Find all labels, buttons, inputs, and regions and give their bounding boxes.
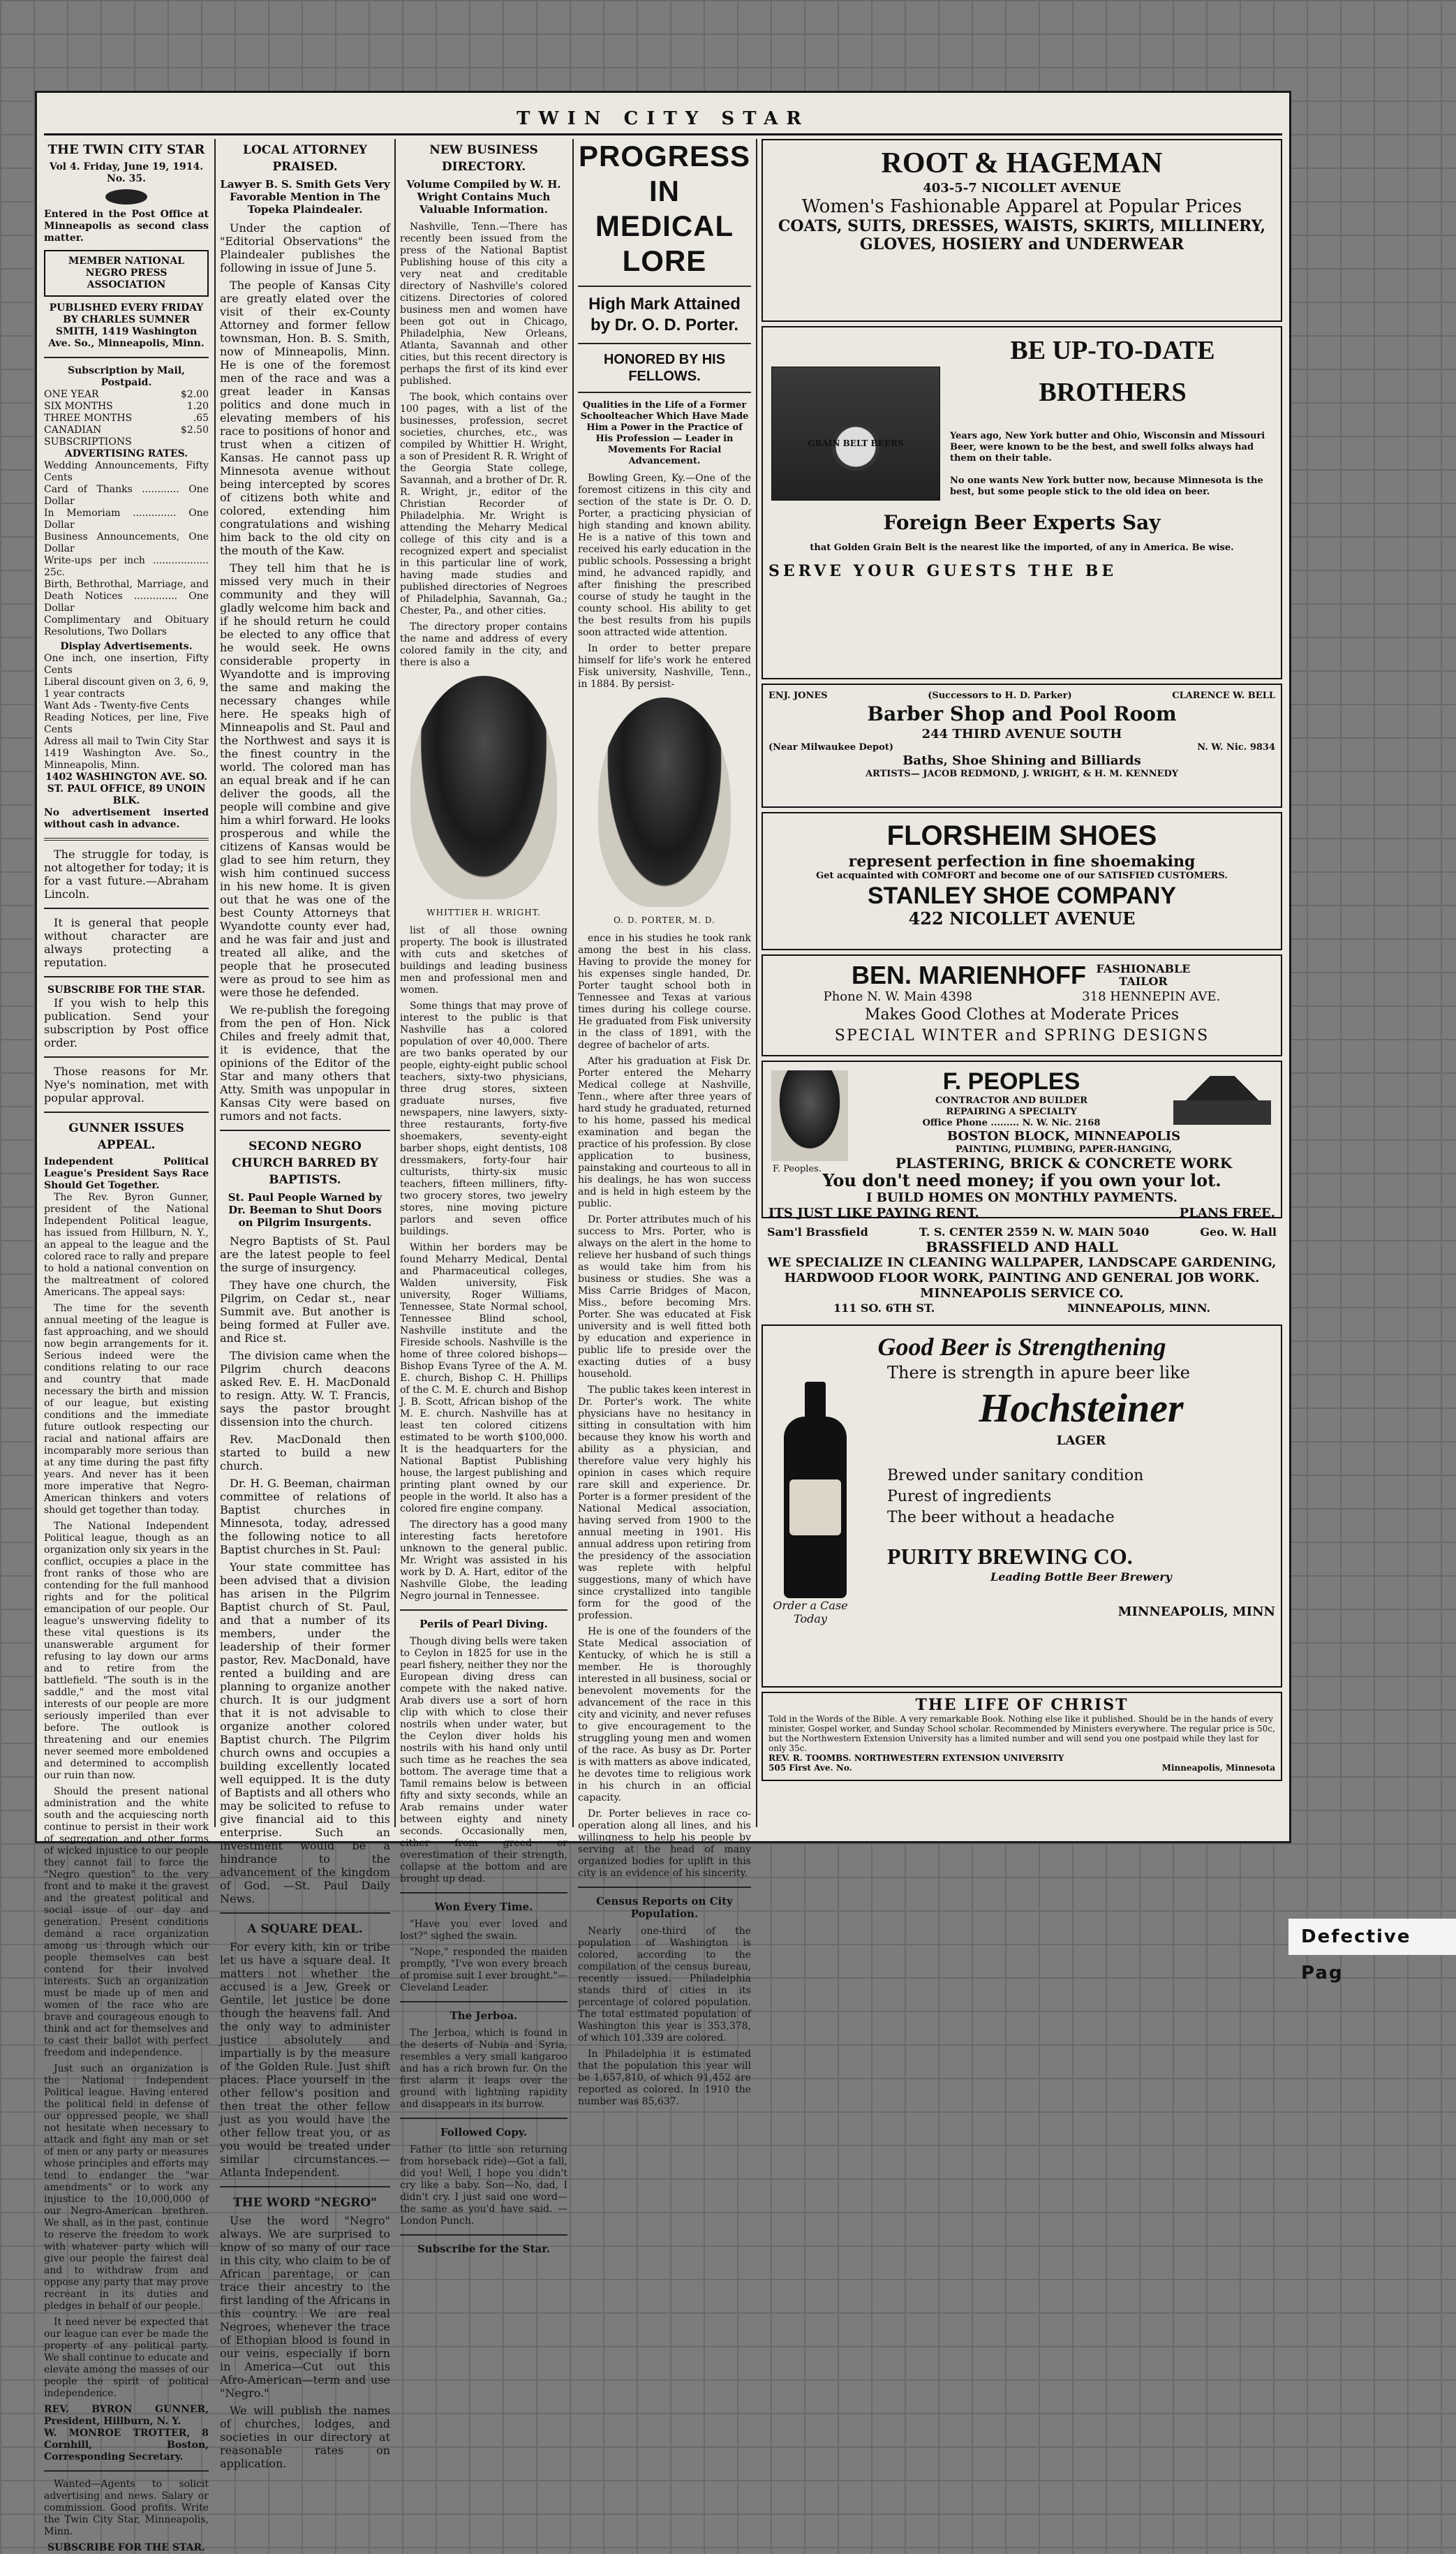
- barber-successors: (Successors to H. D. Parker): [928, 691, 1072, 701]
- brassfield-phones: T. S. CENTER 2559 N. W. MAIN 5040: [919, 1225, 1150, 1239]
- paragraph: The Jerboa, which is found in the deserts of Nubia and Syria, resembles a very small kangaroo and has a rich brown fur. On the first alarm it leaps over the ground with lightning rapidity and disappears in its burrow.: [400, 2028, 567, 2110]
- purity-order: Order a Case Today: [773, 1599, 848, 1625]
- paragraph: Should the present national administration and the white south and the acquiescing north continue to persist in their work of segregation and other forms of wicked injustice to our people they cannot fail to force the "Negro question" to the very front and to make it the gravest and the greatest political and social issue of our day and generation. Present conditions demand a race organization among us through which our people themselves can best contend for their involved interests. Such an organization must be made up of men and women of the race who are brave and courageous enough to think and act for themselves and to cast their ballot with perfect freedom and independence.: [44, 1786, 209, 2058]
- purity-head: Good Beer is Strengthening: [877, 1333, 1166, 1361]
- hochsteiner-brand: Hochsteiner: [979, 1385, 1184, 1431]
- copy-headline: Followed Copy.: [440, 2126, 528, 2139]
- nye-note: Those reasons for Mr. Nye's nomination, met with popular approval.: [44, 1065, 209, 1105]
- rate-line: Write-ups per inch .................. 25c.: [44, 555, 209, 578]
- barber-artists: ARTISTS— JACOB REDMOND, J. WRIGHT, & H. M. KENNEDY: [865, 769, 1179, 779]
- ad-marienhoff: [762, 954, 1282, 1056]
- paragraph: Some things that may prove of interest to the public is that Nashville has a colored population of over 40,000. There are two banks operated by our people, eighty-eight public school teachers, sixty-two physicians, three drug stores, sixteen graduate nurses, five newspapers, nine lawyers, sixty-three restaurants, forty-five shoemakers, seventy-eight barber shops, eight dentists, 108 dressmakers, forty-four hair culturists, thirty-six music teachers, fifteen milliners, fifty-two grocery stores, two jewelry stores, nine moving picture parlors and seven office buildings.: [400, 1001, 567, 1237]
- barber-name: Barber Shop and Pool Room: [867, 702, 1177, 725]
- paragraph: In order to better prepare himself for life's work he entered Fisk university, Nashville, Tenn., in 1884. By persist-: [578, 643, 751, 690]
- brassfield-line1: WE SPECIALIZE IN CLEANING WALLPAPER, LANDSCAPE GARDENING, HARDWOOD FLOOR WORK, PAINTING AND GENERAL JOB WORK.: [767, 1255, 1277, 1285]
- column-medical: [578, 139, 751, 2107]
- rate-label: SIX MONTHS: [44, 401, 113, 412]
- portrait-whittier-wright: [410, 676, 557, 899]
- paragraph: Negro Baptists of St. Paul are the latest people to feel the surge of insurgency.: [220, 1234, 390, 1274]
- honored-headline: HONORED BY HIS FELLOWS.: [603, 352, 726, 384]
- directory-headline: NEW BUSINESS DIRECTORY.: [429, 143, 538, 174]
- paragraph: Within her borders may be found Meharry Medical, Dental and Pharmaceutical colleges, Walden university, Fisk university, Roger Williams, Tennessee, State Normal school, Tennessee Blind school, Nashville institute and the Fireside schools. Nashville is the home of three colored bishops—Bishop Evans Tyree of the A. M. E. church, Bishop C. H. Phillips of the C. M. E. church and Bishop J. B. Scott, African bishop of the M. E. church. Nashville has at least ten colored citizens estimated to be worth $100,000. It is the headquarters for the National Baptist Publishing house, the largest publishing and printing plant owned by our people in the world. It also has a colored fire engine company.: [400, 1242, 567, 1514]
- paragraph: ence in his studies he took rank among the best in his class. Having to provide the money for his expenses single handed, Dr. Porter taught school both in Tennessee and Texas at various times during his college course. He graduated from Fisk university in the class of 1891, with the degree of bachelor of arts.: [578, 933, 751, 1051]
- beer-text3: that Golden Grain Belt is the nearest like the imported, of any in America. Be wise.: [810, 542, 1234, 553]
- paragraph: We will publish the names of churches, lodges, and societies in our directory at reasonable rates on application.: [220, 2404, 390, 2470]
- grain-belt-board-icon: [771, 367, 940, 501]
- rate-line: Business Announcements, One Dollar: [44, 531, 209, 554]
- christ-head: THE LIFE OF CHRIST: [915, 1696, 1129, 1714]
- brassfield-name: BRASSFIELD AND HALL: [926, 1239, 1118, 1255]
- column-directory: [400, 139, 567, 2255]
- square-deal-article: [220, 1940, 390, 2179]
- rate-row: [44, 389, 209, 401]
- purity-slogan: Leading Bottle Beer Brewery: [990, 1570, 1172, 1584]
- wanted-notice: Wanted—Agents to solicit advertising and news. Salary or commission. Good profits. Write the Twin City Star, Minneapolis, Minn.: [44, 2479, 209, 2537]
- paragraph: The National Independent Political league, though as an organization only six years in the conflict, occupies a place in the front ranks of those who are contending for the full manhood rights and for the political emancipation of our people. Our league's unswerving fidelity to these vital questions is its unanswerable argument for refusing to lay down our arms and to retire from the battlefield. "The south is in the saddle," and the most vital interests of our people are more seriously imperiled than ever before. The outlook is threatening and our enemies never seemed more emboldened and determined to accomplish our ruin than now.: [44, 1521, 209, 1781]
- beer-head2: BROTHERS: [1039, 378, 1187, 407]
- paragraph: The directory has a good many interesting facts heretofore unknown to the general public. Mr. Wright was assisted in his work by D. A. Hart, editor of the Nashville Globe, the leading Negro journal in Tennessee.: [400, 1519, 567, 1602]
- advertising-rates: [44, 460, 209, 638]
- florsheim-name: FLORSHEIM SHOES: [886, 820, 1157, 851]
- directory-article: [400, 221, 567, 669]
- peoples-phone: Office Phone ......... N. W. Nic. 2168: [922, 1118, 1101, 1128]
- paragraph: He is one of the founders of the State Medical association of Kentucky, of which he is still a member. He is thoroughly interested in all business, social or benevolent movements for the advancement of the race in this city and vicinity, and never refuses to give encouragement to the struggling young men and women of the race. As busy as Dr. Porter is with matters as above indicated, he devotes time to religious work in his church in an official capacity.: [578, 1626, 751, 1803]
- member-box: MEMBER NATIONAL NEGRO PRESS ASSOCIATION: [44, 250, 209, 297]
- church-subhead: St. Paul People Warned by Dr. Beeman to Shut Doors on Pilgrim Insurgents.: [228, 1191, 382, 1229]
- rate-row: [44, 413, 209, 425]
- rate-line: Wedding Announcements, Fifty Cents: [44, 460, 209, 483]
- christ-city: Minneapolis, Minnesota: [1161, 1763, 1275, 1773]
- attorney-article: [220, 221, 390, 1123]
- portrait-caption: WHITTIER H. WRIGHT.: [426, 908, 541, 917]
- column-rule: [214, 139, 216, 1827]
- florsheim-line2: Get acquainted with COMFORT and become one of our SATISFIED CUSTOMERS.: [816, 871, 1228, 881]
- beer-head1: BE UP-TO-DATE: [1010, 336, 1215, 365]
- ad-florsheim: [762, 812, 1282, 950]
- rate-line: Reading Notices, per line, Five Cents: [44, 712, 209, 735]
- paragraph: It need never be expected that our league can ever be made the property of any political party. We shall continue to educate and elevate among the masses of our people the spirit of political independence.: [44, 2317, 209, 2399]
- peoples-portrait: [771, 1070, 848, 1161]
- ad-barber-shop: [762, 684, 1282, 808]
- florsheim-line1: represent perfection in fine shoemaking: [848, 852, 1196, 871]
- copy-article: [400, 2144, 567, 2227]
- purity-q1: Brewed under sanitary condition: [887, 1467, 1144, 1484]
- word-negro-headline: THE WORD "NEGRO": [233, 2196, 377, 2210]
- rate-line: Want Ads - Twenty-five Cents: [44, 700, 189, 711]
- reputation-note: It is general that people without character are always protecting a reputation.: [44, 916, 209, 969]
- stanley-address: 422 NICOLLET AVENUE: [908, 908, 1136, 929]
- defective-page-tag: Defective Pag: [1288, 1919, 1456, 1955]
- marienhoff-address: 318 HENNEPIN AVE.: [1082, 989, 1221, 1004]
- porter-headline: High Mark Attained by Dr. O. D. Porter.: [588, 295, 741, 334]
- paragraph: The Rev. Byron Gunner, president of the National Independent Political league, has issued from Hillburn, N. Y., an appeal to the league and the colored race to rally and prepare to hold a national convention on the maltreatment of colored Americans. The appeal says:: [44, 1192, 209, 1298]
- census-headline: Census Reports on City Population.: [596, 1895, 733, 1920]
- barber-phone: N. W. Nic. 9834: [1197, 742, 1275, 753]
- rate-value: 1.20: [186, 401, 209, 412]
- portrait-porter: [598, 697, 731, 907]
- peoples-monthly: I BUILD HOMES ON MONTHLY PAYMENTS.: [866, 1190, 1178, 1205]
- subscribe-notice: SUBSCRIBE FOR THE STAR.: [47, 984, 205, 996]
- display-heading: Display Advertisements.: [60, 641, 193, 652]
- paragraph: The time for the seventh annual meeting of the league is fast approaching, and we should now begin arrangements for it. Serious indeed were the conditions relating to our race and country that made necessary the birth and mission of our league, but existing conditions and the immediate future outlook respecting our racial and national affairs are incomparably more serious than at any time during the past fifty years. And never has it been more imperative that Negro-American thinkers and voters should get together than today.: [44, 1303, 209, 1516]
- advertising-heading: ADVERTISING RATES.: [64, 448, 188, 459]
- paragraph: Rev. MacDonald then started to build a new church.: [220, 1433, 390, 1472]
- paragraph: "Nope," responded the maiden promptly, "I've won every breach of promise suit I ever brought."—Cleveland Leader.: [400, 1947, 567, 1993]
- publisher-info: PUBLISHED EVERY FRIDAY BY CHARLES SUMNER SMITH, 1419 Washington Ave. So., Minneapolis, Minn.: [48, 302, 205, 349]
- subscribe-notice-2: SUBSCRIBE FOR THE STAR.: [47, 2542, 205, 2553]
- peoples-block: BOSTON BLOCK, MINNEAPOLIS: [946, 1129, 1181, 1144]
- rate-value: .65: [193, 413, 209, 424]
- paragraph: The people of Kansas City are greatly elated over the visit of their ex-County Attorney and former fellow townsman, Hon. B. S. Smith, now of Minneapolis, Minn. He is one of the foremost men of the race and was a great leader in Kansas politics and done much in elevating members of his race to positions of honor and trust when a citizen of Kansas. He cannot pass up Minnesota avenue without being intercepted by scores of citizens both white and colored, extending him congratulations and wishing him back to the old city on the mouth of the Kaw.: [220, 279, 390, 557]
- square-deal-headline: A SQUARE DEAL.: [247, 1922, 363, 1936]
- barber-owner1: ENJ. JONES: [768, 691, 828, 701]
- rate-line: In Memoriam .............. One Dollar: [44, 508, 209, 531]
- paragraph: Nearly one-third of the population of Washington is colored, according to the compilation of the census bureau, recently issued. Philadelphia stands third of cities in its percentage of colored population. The total estimated population of Washington this year is 353,378, of which 101,339 are colored.: [578, 1926, 751, 2044]
- jerboa-article: [400, 2028, 567, 2111]
- subscription-rates: [44, 389, 209, 448]
- cash-notice: No advertisement inserted without cash in advance.: [44, 807, 209, 830]
- census-article: [578, 1926, 751, 2108]
- column-rule: [394, 139, 396, 1827]
- paragraph: For every kith, kin or tribe let us have a square deal. It matters not whether the accused is a Jew, Greek or Gentile, let justice be done though the heavens fall. And the only way to administer justice absolutely and impartially is by the measure of the Golden Rule. Just shift places. Place yourself in the other fellow's position and then treat the other fellow just as you would have the other fellow treat you, or as you would be treated under similar circumstances.—Atlanta Independent.: [220, 1940, 390, 2179]
- paragraph: We re-publish the foregoing from the pen of Hon. Nick Chiles and freely admit that, it is evidence, that the opinions of the Editor of the Star and many others that Atty. Smith was unpopular in Kansas City were based on rumors and not facts.: [220, 1003, 390, 1123]
- paragraph: Bowling Green, Ky.—One of the foremost citizens in this city and section of the state is Dr. O. D. Porter, a practicing physician of high standing and known ability. He is a native of this town and received his early education in the public schools. Possessing a bright mind, he advanced rapidly, and after finishing the prescribed course of study he taught in the county school. His ability to get the best results from his pupils soon attracted wide attention.: [578, 473, 751, 638]
- porter-subhead: Qualities in the Life of a Former Schoolteacher Which Have Made Him a Power in the Practice of His Profession — Leader in Movements For Racial Advancement.: [580, 400, 749, 466]
- porter-article-cont: [578, 933, 751, 1880]
- root-address: 403-5-7 NICOLLET AVENUE: [923, 181, 1121, 195]
- barber-near: (Near Milwaukee Depot): [768, 742, 893, 753]
- pearl-headline: Perils of Pearl Diving.: [419, 1618, 548, 1630]
- purity-type: LAGER: [1056, 1433, 1106, 1448]
- peoples-role: CONTRACTOR AND BUILDER: [935, 1095, 1088, 1106]
- rate-value: $2.50: [180, 425, 209, 436]
- won-headline: Won Every Time.: [434, 1900, 533, 1913]
- rate-line: Birth, Bethrothal, Marriage, and Death Notices .............. One Dollar: [44, 579, 209, 614]
- ad-peoples-contractor: [762, 1061, 1282, 1218]
- beer-tail: SERVE YOUR GUESTS THE BE: [768, 562, 1117, 580]
- office-address: 1402 WASHINGTON AVE. SO.: [45, 772, 207, 783]
- dateline: Vol 4. Friday, June 19, 1914. No. 35.: [49, 161, 204, 184]
- st-paul-office: ST. PAUL OFFICE, 89 UNOIN BLK.: [47, 783, 206, 806]
- purity-company: PURITY BREWING CO.: [887, 1544, 1133, 1569]
- rate-row: [44, 425, 209, 448]
- paragraph: After his graduation at Fisk Dr. Porter entered the Meharry Medical college at Nashville, Tenn., where after three years of hard study he graduated, returned to his home, passed his medical examination and began the practice of his profession. By close application to business, painstaking and courteous to all in his dealings, he has won success and is held in high esteem by the public.: [578, 1056, 751, 1209]
- ad-purity-brewing: [762, 1324, 1282, 1688]
- column-rule: [756, 139, 757, 1827]
- display-rates: [44, 653, 209, 772]
- ad-brassfield-hall: [762, 1223, 1282, 1324]
- help-note: If you wish to help this publication. Send your subscription by Post office order.: [44, 996, 209, 1049]
- paragraph: In Philadelphia it is estimated that the population this year will be 1,657,810, of which 91,452 are reported as colored. In 1910 the number was 85,637.: [578, 2049, 751, 2107]
- subscription-heading: Subscription by Mail, Postpaid.: [67, 365, 186, 388]
- porter-caption: O. D. PORTER, M. D.: [614, 915, 715, 925]
- medical-headline: PROGRESS IN MEDICAL LORE: [578, 140, 751, 277]
- rate-label: THREE MONTHS: [44, 413, 133, 424]
- church-article: [220, 1234, 390, 1905]
- peoples-name: F. PEOPLES: [942, 1068, 1080, 1095]
- peoples-rent: ITS JUST LIKE PAYING RENT.: [768, 1206, 979, 1220]
- attorney-headline: LOCAL ATTORNEY PRAISED.: [243, 143, 367, 174]
- gunner-subhead: Independent Political League's President Says Race Should Get Together.: [44, 1156, 209, 1191]
- marienhoff-phone: Phone N. W. Main 4398: [823, 989, 972, 1004]
- pearl-article: [400, 1636, 567, 1885]
- paragraph: Dr. Porter attributes much of his success to Mrs. Porter, who is always on the alert in the home to relieve her husband of such things as would take him from his business or studies. She was a Miss Carrie Bridges of Macon, Miss., before becoming Mrs. Porter. She was educated at Fisk university and is well fitted both by education and experience in public life to preside over the exacting duties of a busy household.: [578, 1214, 751, 1380]
- beer-bottle-icon: [784, 1417, 847, 1598]
- peoples-painting: PAINTING, PLUMBING, PAPER-HANGING,: [955, 1144, 1173, 1155]
- marienhoff-name: BEN. MARIENHOFF: [852, 961, 1086, 989]
- masthead: TWIN CITY STAR: [517, 108, 810, 129]
- paragraph: "Have you ever loved and lost?" sighed the swain.: [400, 1919, 567, 1942]
- lincoln-quote: The struggle for today, is not altogether for today; it is for a vast future.—Abraham Lincoln.: [44, 848, 209, 901]
- porter-article: [578, 473, 751, 691]
- column-local-news: [220, 139, 390, 2470]
- paragraph: The public takes keen interest in Dr. Porter's work. The white physicians have no hesitancy in sitting in consultation with him because they know his worth and ability as a physician, and therefore value very highly his opinion in cases which require rare skill and experience. Dr. Porter is a former president of the National Medical association, having served from 1900 to the annual meeting in 1901. His annual address upon retiring from the presidency of the association was replete with helpful suggestions, many of which have since crystallized into tangible form for the good of the profession.: [578, 1385, 751, 1621]
- brassfield-right: Geo. W. Hall: [1200, 1225, 1277, 1239]
- paragraph: Use the word "Negro" always. We are surprised to know of so many of our race in this city, who claim to be of African parentage, or can trace their ancestry to the first landing of the Africans in this country. We are real Negroes, whenever the trace of Ethopian blood is found in our veins, especially if born in America—Cut out this Afro-American—term and use "Negro.": [220, 2214, 390, 2400]
- paragraph: Under the caption of "Editorial Observations" the Plaindealer publishes the following in issue of June 5.: [220, 221, 390, 274]
- rate-line: Card of Thanks ............ One Dollar: [44, 484, 209, 507]
- root-line1: Women's Fashionable Apparel at Popular Prices: [801, 196, 1242, 217]
- rate-value: $2.00: [180, 389, 209, 400]
- peoples-plaster: PLASTERING, BRICK & CONCRETE WORK: [895, 1155, 1233, 1172]
- paragraph: The directory proper contains the name and address of every colored family in the city, and there is also a: [400, 621, 567, 668]
- column-rule: [572, 139, 574, 1827]
- won-article: [400, 1919, 567, 1994]
- rate-line: One inch, one insertion, Fifty Cents: [44, 653, 209, 676]
- gunner-headline: GUNNER ISSUES APPEAL.: [68, 1121, 184, 1152]
- ad-root-hageman: [762, 139, 1282, 322]
- jerboa-headline: The Jerboa.: [450, 2009, 518, 2022]
- paragraph: Nashville, Tenn.—There has recently been issued from the press of the National Baptist Publishing house of this city a very neat and creditable directory of Nashville's colored citizens. Directories of colored business men and women have been got out in Chicago, Philadelphia, New Orleans, Atlanta, Savannah and other cities, but this recent directory is perhaps the first of its kind ever published.: [400, 221, 567, 387]
- marienhoff-role: FASHIONABLE TAILOR: [1096, 962, 1191, 988]
- purity-city: MINNEAPOLIS, MINN: [1117, 1604, 1275, 1619]
- purity-q3: The beer without a headache: [887, 1509, 1115, 1526]
- paragraph: They have one church, the Pilgrim, on Cedar st., near Summit ave. But another is being formed at Fuller ave. and Rice st.: [220, 1278, 390, 1345]
- root-line2: COATS, SUITS, DRESSES, WAISTS, SKIRTS, MILLINERY, GLOVES, HOSIERY and UNDERWEAR: [778, 217, 1266, 253]
- column-masthead-info: [44, 139, 209, 2553]
- brassfield-left: Sam'l Brassfield: [767, 1225, 868, 1239]
- paragraph: They tell him that he is missed very much in their community and they will gladly welcome him back and if he should return he could be elected to any office that he would seek. He owns considerable property in Wyandotte and is improving the same and making the necessary changes while here. He speaks high of Minneapolis and St. Paul and the Northwest and says it is the finest country in the world. The colored man has an equal break and if he can deliver the goods, all the people will combine and give him a whirl forward. He looks prosperous and while the citizens of Kansas would be glad to see him return, they wish him continued success in his new home. It is given out that he was one of the best County Attorneys that Wyandotte county ever had, and he was fair and just and treated all alike, and the people that he prosecuted were as proud to see him as were those he defended.: [220, 561, 390, 999]
- peoples-money: You don't need money; if you own your lot.: [822, 1170, 1221, 1190]
- rate-label: CANADIAN SUBSCRIPTIONS: [44, 425, 132, 448]
- paragraph: Just such an organization is the National Independent Political league. Having entered the political field in defense of our oppressed people, we shall not hesitate when necessary to attack and fight any man or set of men or any party or measures whose principles and efforts may tend to endanger the "war amendments" or to work any injustice to the 10,000,000 of our Negro-American brethren. We shall, as in the past, continue to reserve the freedom to work with whatever party which will give our people the fairest deal and to withdraw from and oppose any party that may prove recreant in its duties and pledges in behalf of our people.: [44, 2063, 209, 2312]
- root-name: ROOT & HAGEMAN: [881, 147, 1163, 179]
- paragraph: The book, which contains over 100 pages, with a list of the businesses, profession, secret societies, churches, etc., was compiled by Whittier H. Wright, a son of President R. R. Wright of the Georgia State college, Savannah, and a brother of Dr. R. R. Wright, jr., editor of the Christian Recorder of Philadelphia. Mr. Wright is attending the Meharry Medical college of this city and is a recognized expert and specialist in this particular line of work, having made studies and published directories of Negroes of Philadelphia, Savannah, Ga.; Chester, Pa., and other cities.: [400, 392, 567, 617]
- paragraph: list of all those owning property. The book is illustrated with cuts and sketches of buildings and leading business men and professional men and women.: [400, 925, 567, 996]
- marienhoff-line1: Makes Good Clothes at Moderate Prices: [864, 1006, 1180, 1024]
- directory-article-cont: [400, 925, 567, 1602]
- peoples-repair: REPAIRING A SPECIALTY: [946, 1107, 1077, 1117]
- signer-gunner: REV. BYRON GUNNER, President, Hillburn, N. Y.: [44, 2404, 209, 2427]
- christ-sign: REV. R. TOOMBS. NORTHWESTERN EXTENSION UNIVERSITY: [768, 1753, 1064, 1763]
- brassfield-company: MINNEAPOLIS SERVICE CO.: [920, 1286, 1124, 1301]
- newspaper-page: [35, 91, 1291, 2553]
- subscribe-star: Subscribe for the Star.: [417, 2243, 551, 2255]
- column-advertisements: [762, 139, 1282, 1827]
- brassfield-city: MINNEAPOLIS, MINN.: [1067, 1301, 1211, 1315]
- attorney-subhead: Lawyer B. S. Smith Gets Very Favorable Mention in The Topeka Plaindealer.: [220, 178, 390, 216]
- beer-head3: Foreign Beer Experts Say: [883, 511, 1161, 534]
- press-emblem-icon: [105, 189, 147, 205]
- barber-address: 244 THIRD AVENUE SOUTH: [921, 727, 1122, 741]
- paragraph: Dr. H. G. Beeman, chairman committee of relations of Baptist churches in Minnesota, today, adressed the following notice to all Baptist churches in St. Paul:: [220, 1477, 390, 1556]
- barber-owner2: CLARENCE W. BELL: [1172, 691, 1275, 701]
- rate-row: [44, 401, 209, 413]
- purity-q2: Purest of ingredients: [887, 1488, 1052, 1505]
- peoples-caption: F. Peoples.: [773, 1164, 822, 1174]
- paragraph: Father (to little son returning from horseback ride)—Got a fall, did you! Well, I hope you didn't cry like a baby. Son—No, dad, I didn't cry. I just said one word—the same as you'd have said. —London Punch.: [400, 2144, 567, 2227]
- purity-line1: There is strength in apure beer like: [887, 1363, 1190, 1382]
- ad-life-of-christ: [762, 1692, 1282, 1781]
- directory-subhead: Volume Compiled by W. H. Wright Contains Much Valuable Information.: [406, 178, 561, 216]
- paragraph: Though diving bells were taken to Ceylon in 1825 for use in the pearl fishery, neither they nor the European diving dress can compete with the naked native. Arab divers use a sort of horn clip with which to close their nostrils when under water, but the Ceylon diver holds his nostrils with his hand only until such time as he reaches the sea bottom. The average time that a Tamil remains below is between fifty and sixty seconds, while an Arab remains under water between eighty and ninety seconds. Occasionally men, either from greed or overestimation of their strength, collapse at the bottom and are brought up dead.: [400, 1636, 567, 1884]
- rate-line: Liberal discount given on 3, 6, 9, 1 year contracts: [44, 677, 209, 700]
- christ-addr: 505 First Ave. No.: [768, 1763, 852, 1773]
- beer-text1: Years ago, New York butter and Ohio, Wisconsin and Missouri Beer, were known to be the best, and swell folks always had them on their table.: [950, 431, 1265, 464]
- masthead-rule: [44, 133, 1282, 135]
- barber-baths: Baths, Shoe Shining and Billiards: [902, 753, 1141, 768]
- stanley-company: STANLEY SHOE COMPANY: [867, 883, 1177, 909]
- paragraph: Dr. Porter believes in race co-operation along all lines, and his willingness to help his people by serving at the head of many organized bodies for uplift in this city is an evidence of his sincerity.: [578, 1808, 751, 1879]
- christ-body: Told in the Words of the Bible. A very remarkable Book. Nothing else like it published. Should be in the hands of every minister, Gospel worker, and Sunday School scholar. Recommended by Ministers everywhere. The regular price is 50c, but the Northwestern Extension University has a limited number and will send you one postpaid while they last for only 35c.: [768, 1714, 1275, 1753]
- marienhoff-line2: SPECIAL WINTER and SPRING DESIGNS: [834, 1027, 1210, 1045]
- rate-line: Adress all mail to Twin City Star 1419 Washington Ave. So., Minneapolis, Minn.: [44, 736, 209, 771]
- paragraph: Your state committee has been advised that a division has arisen in the Pilgrim Baptist church of St. Paul, and that a number of its members, under the leadership of their former pastor, Rev. MacDonald, have rented a building and are planning to organize another church. It is our judgment that it is not advisable to organize another colored Baptist church. The Pilgrim church owns and occupies a building excellently located well equipped. It is the duty of Baptists and all others who may be solicited to refuse to give financial aid to this enterprise. Such an investment would be a hindrance to the advancement of the kingdom of God. —St. Paul Daily News.: [220, 1560, 390, 1905]
- house-icon: [1173, 1076, 1271, 1125]
- peoples-plans: PLANS FREE.: [1179, 1206, 1275, 1220]
- paragraph: The division came when the Pilgrim church deacons asked Rev. E. H. MacDonald to resign. Atty. W. T. Francis, says the pastor brought dissension into the church.: [220, 1349, 390, 1429]
- gunner-article: [44, 1192, 209, 2400]
- brassfield-address: 111 SO. 6TH ST.: [833, 1301, 935, 1315]
- entered-notice: Entered in the Post Office at Minneapolis as second class matter.: [44, 209, 209, 244]
- ad-grain-belt: [762, 326, 1282, 679]
- rate-line: Complimentary and Obituary Resolutions, Two Dollars: [44, 614, 209, 637]
- signer-trotter: W. MONROE TROTTER, 8 Cornhill, Boston, Corresponding Secretary.: [44, 2428, 209, 2463]
- grain-belt-label: GRAIN BELT BEERS: [808, 438, 904, 448]
- word-negro-article: [220, 2214, 390, 2470]
- beer-text2: No one wants New York butter now, because Minnesota is the best, but some people stick to the old idea on beer.: [950, 475, 1263, 497]
- rate-label: ONE YEAR: [44, 389, 99, 400]
- paper-title: THE TWIN CITY STAR: [47, 142, 205, 157]
- church-headline: SECOND NEGRO CHURCH BARRED BY BAPTISTS.: [232, 1139, 378, 1187]
